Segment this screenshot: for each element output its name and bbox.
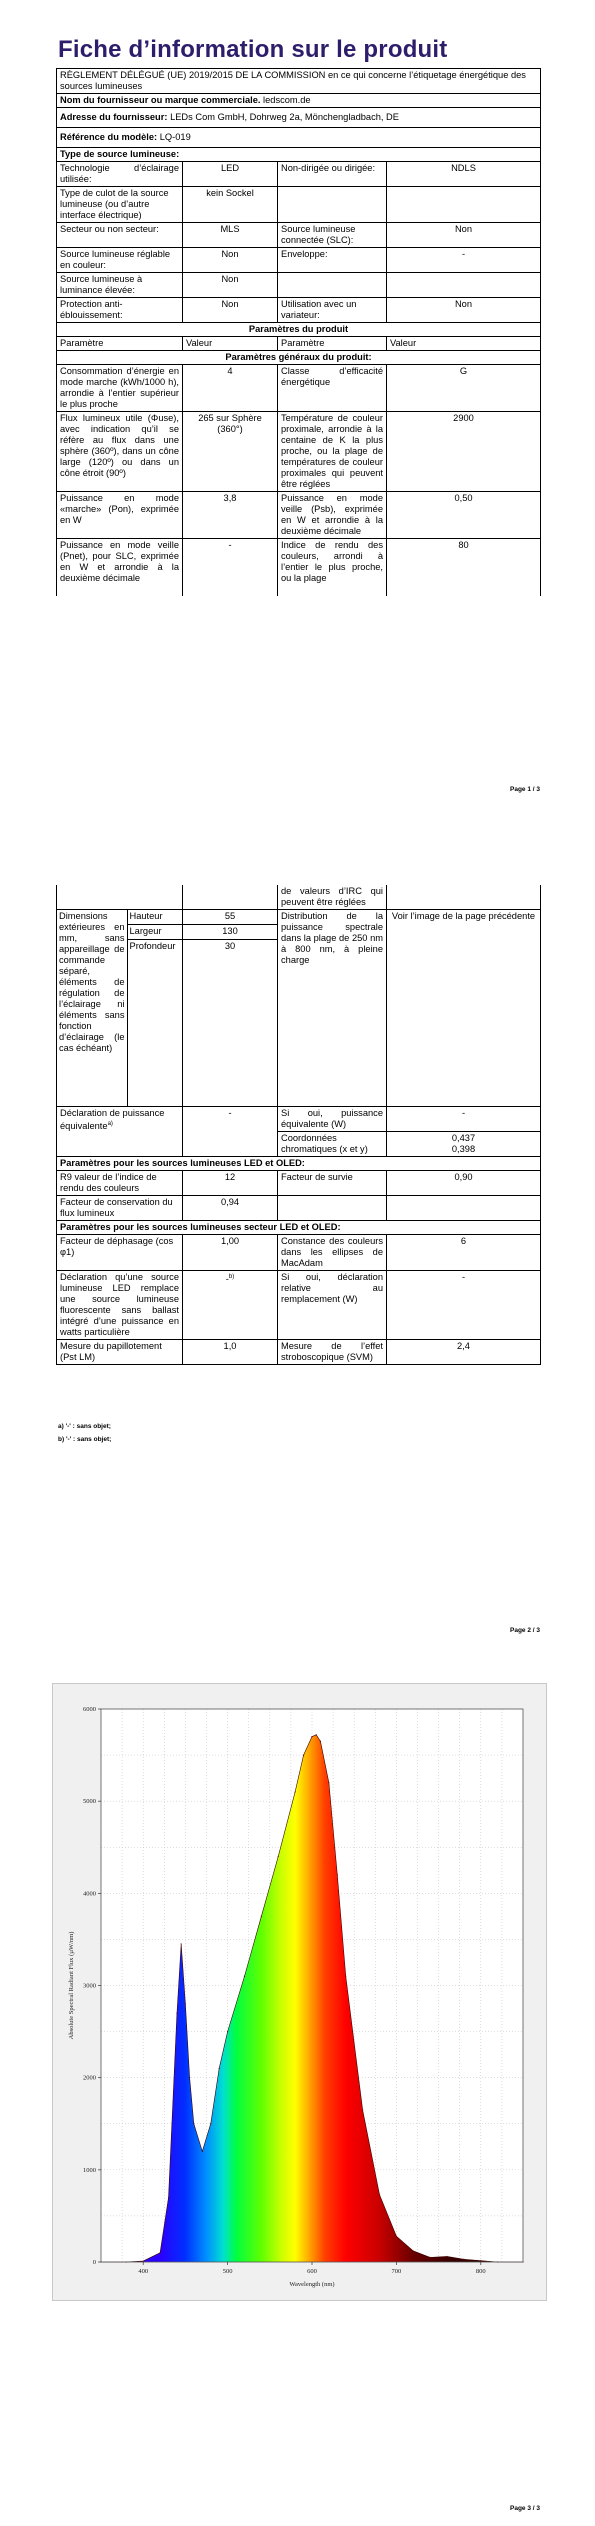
- param-label-2: [278, 1196, 387, 1221]
- chromaticity-label: Coordonnées chromatiques (x et y): [278, 1132, 387, 1157]
- param-value: 1,00: [183, 1235, 278, 1271]
- spectrum-point: [278, 1856, 279, 1857]
- x-tick-label: 700: [391, 2268, 402, 2275]
- model-value: LQ-019: [159, 132, 191, 142]
- param-value-2: 0,50: [387, 492, 541, 539]
- mains-param-row: [57, 1340, 541, 1365]
- x-tick-label: 600: [307, 2268, 317, 2275]
- param-label-2: Température de couleur proximale, arrondie à la centaine de K la plus proche, ou la plage de températures de couleur proximales qui peuvent être réglées: [278, 412, 387, 492]
- page-number-3: Page 3 / 3: [510, 2505, 540, 2512]
- spectrum-point: [261, 1916, 262, 1917]
- spectrum-point: [210, 2123, 211, 2124]
- dimensions-values-cell: [183, 910, 278, 1107]
- spectrum-point: [311, 1736, 312, 1737]
- spectrum-point: [202, 2151, 203, 2152]
- spectrum-point: [143, 2260, 144, 2261]
- type-row: [57, 248, 541, 273]
- spectrum-chart: [53, 1684, 546, 2300]
- type-label: Technologie d’éclairage utilisée:: [57, 162, 183, 187]
- spd-label: Distribution de la puissance spectrale dans la plage de 250 nm à 800 nm, à pleine charge: [278, 910, 387, 1107]
- footnote-b: b) '-' : sans objet;: [58, 1436, 112, 1443]
- spectrum-point: [316, 1734, 317, 1735]
- type-row: [57, 187, 541, 223]
- param-label-2: Mesure de l’effet stroboscopique (SVM): [278, 1340, 387, 1365]
- column-header-row: [57, 337, 541, 351]
- chromaticity-x: 0,437: [451, 1133, 476, 1143]
- equivalent-power-value: -: [183, 1107, 278, 1157]
- param-label: Puissance en mode «marche» (Pon), exprimée en W: [57, 492, 183, 539]
- spectrum-point: [430, 2257, 431, 2258]
- param-label-2: Classe d’efficacité énergétique: [278, 365, 387, 412]
- param-label: Facteur de conservation du flux lumineux: [57, 1196, 183, 1221]
- dimensions-row: [57, 910, 541, 1107]
- footnote-a: a) '-' : sans objet;: [58, 1423, 111, 1430]
- equivalent-power-cell: [57, 1107, 183, 1157]
- type-value-2: NDLS: [387, 162, 541, 187]
- spectrum-point: [159, 2252, 160, 2253]
- spectrum-point: [463, 2259, 464, 2260]
- param-value: 0,94: [183, 1196, 278, 1221]
- x-tick-label: 800: [475, 2268, 486, 2275]
- spectrum-point: [446, 2256, 447, 2257]
- type-label: Secteur ou non secteur:: [57, 223, 183, 248]
- page-1: [0, 0, 595, 800]
- supplier-value: ledscom.de: [263, 95, 311, 105]
- param-label-2: Facteur de survie: [278, 1171, 387, 1196]
- spectrum-point: [168, 2197, 169, 2198]
- type-row: [57, 298, 541, 323]
- param-value-2: 2900: [387, 412, 541, 492]
- type-header: Type de source lumineuse:: [57, 148, 541, 162]
- param-row: [57, 365, 541, 412]
- param-label: Flux lumineux utile (Φuse), avec indication qu’il se réfère au flux dans une sphère (360º), dans un cône large (120º) ou dans un cône étroit (90º): [57, 412, 183, 492]
- type-label-2: Utilisation avec un variateur:: [278, 298, 387, 323]
- param-label: R9 valeur de l’indice de rendu des couleurs: [57, 1171, 183, 1196]
- param-value: -: [225, 1274, 229, 1285]
- param-row: [57, 492, 541, 539]
- column-header-value-2: Valeur: [387, 337, 541, 351]
- type-label: Protection anti-éblouissement:: [57, 298, 183, 323]
- equivalent-power-row: [57, 1107, 541, 1132]
- dimension-name: Hauteur: [127, 910, 182, 925]
- type-label: Source lumineuse à luminance élevée:: [57, 273, 183, 298]
- equivalent-power-value-2: -: [387, 1107, 541, 1132]
- mains-params-header: Paramètres pour les sources lumineuses secteur LED et OLED:: [57, 1221, 541, 1235]
- spd-value: Voir l’image de la page précédente: [387, 910, 541, 1107]
- x-tick-label: 400: [138, 2268, 149, 2275]
- model-label: Référence du modèle:: [60, 132, 158, 142]
- y-tick-label: 5000: [83, 1798, 96, 1806]
- type-label: Type de culot de la source lumineuse (ou d’autre interface électrique): [57, 187, 183, 223]
- type-label-2: [278, 273, 387, 298]
- y-tick-label: 0: [92, 2259, 96, 2266]
- spectrum-point: [244, 1976, 245, 1977]
- type-row: [57, 162, 541, 187]
- spectrum-point: [227, 2031, 228, 2032]
- spectrum-chart-frame: [52, 1683, 547, 2301]
- spectrum-point: [328, 1782, 329, 1783]
- param-value: 265 sur Sphère (360°): [183, 412, 278, 492]
- type-value: Non: [183, 273, 278, 298]
- y-tick-label: 6000: [83, 1706, 96, 1713]
- type-row: [57, 273, 541, 298]
- param-value: -: [183, 539, 278, 597]
- type-value-2: [387, 187, 541, 223]
- spectrum-point: [295, 1791, 296, 1792]
- param-value-2: 0,90: [387, 1171, 541, 1196]
- y-axis-label: Absolute Spectral Radiant Flux (µW/nm): [68, 1931, 75, 2040]
- type-value-2: Non: [387, 223, 541, 248]
- model-row: [57, 128, 541, 148]
- equivalent-power-label-2: Si oui, puissance équivalente (W): [278, 1107, 387, 1132]
- document-title: Fiche d’information sur le produit: [58, 36, 448, 63]
- column-header-value: Valeur: [183, 337, 278, 351]
- param-value: 1,0: [183, 1340, 278, 1365]
- spectrum-point: [337, 1874, 338, 1875]
- spectrum-point: [189, 2077, 190, 2078]
- dimension-name: Profondeur: [129, 941, 176, 951]
- spectrum-point: [345, 1976, 346, 1977]
- type-value: MLS: [183, 223, 278, 248]
- type-label-2: [278, 187, 387, 223]
- param-row: [57, 539, 541, 597]
- column-header-param-2: Paramètre: [278, 337, 387, 351]
- type-value: kein Sockel: [183, 187, 278, 223]
- param-value-2: [387, 1196, 541, 1221]
- y-tick-label: 3000: [83, 1982, 96, 1990]
- dimension-value: 30: [224, 941, 236, 951]
- mains-param-row: [57, 1235, 541, 1271]
- led-param-row: [57, 1196, 541, 1221]
- param-label: Consommation d’énergie en mode marche (kWh/1000 h), arrondie à l’entier supérieur le plus proche: [57, 365, 183, 412]
- param-value-2: -: [387, 1271, 541, 1340]
- product-sheet-table-page-2: [56, 885, 541, 1365]
- mains-param-row: [57, 1271, 541, 1340]
- param-value-2: G: [387, 365, 541, 412]
- type-value: LED: [183, 162, 278, 187]
- address-row: [57, 108, 541, 128]
- dimensions-cell: [57, 910, 183, 1107]
- product-sheet-table-page-1: [56, 68, 541, 596]
- spectrum-point: [413, 2250, 414, 2251]
- page-number-1: Page 1 / 3: [510, 786, 540, 793]
- general-params-header: Paramètres généraux du produit:: [57, 351, 541, 365]
- x-axis-label: Wavelength (nm): [289, 2281, 335, 2288]
- y-tick-label: 2000: [83, 2074, 96, 2082]
- param-label: Facteur de déphasage (cos φ1): [57, 1235, 183, 1271]
- type-value-2: [387, 273, 541, 298]
- address-label: Adresse du fournisseur:: [60, 112, 168, 122]
- param-row: [57, 412, 541, 492]
- dimension-value: 55: [183, 910, 277, 925]
- param-label: Déclaration qu’une source lumineuse LED remplace une source lumineuse fluorescente sans ballast intégré d’une puissance en watts particulière: [57, 1271, 183, 1340]
- param-value-2: 6: [387, 1235, 541, 1271]
- spectrum-point: [193, 2123, 194, 2124]
- param-label: Mesure du papillotement (Pst LM): [57, 1340, 183, 1365]
- spectrum-point: [362, 2109, 363, 2110]
- footnote-mark-b: b): [228, 1274, 235, 1280]
- spectrum-point: [480, 2260, 481, 2261]
- dimension-name: Largeur: [127, 925, 182, 940]
- param-label-2: Puissance en mode veille (Psb), exprimée en W et arrondie à la deuxième décimale: [278, 492, 387, 539]
- dimensions-label: Dimensions extérieures en mm, sans appareillage de commande séparé, éléments de régulation de l’éclairage ni éléments sans fonction d’éclairage (le cas échéant): [57, 910, 127, 1106]
- param-value: 4: [183, 365, 278, 412]
- type-value-2: -: [387, 248, 541, 273]
- x-tick-label: 500: [222, 2268, 233, 2275]
- type-label-2: Source lumineuse connectée (SLC):: [278, 223, 387, 248]
- led-params-header: Paramètres pour les sources lumineuses LED et OLED:: [57, 1157, 541, 1171]
- type-value: Non: [183, 298, 278, 323]
- page-2: [0, 840, 595, 1640]
- page-number-2: Page 2 / 3: [510, 1627, 540, 1634]
- dimension-value: 130: [183, 925, 277, 940]
- address-value: LEDs Com GmbH, Dohrweg 2a, Mönchengladbach, DE: [170, 112, 399, 122]
- param-value-2: 80: [387, 539, 541, 597]
- spectrum-point: [320, 1741, 321, 1742]
- type-row: [57, 223, 541, 248]
- continuation-row: [57, 885, 541, 910]
- spectrum-point: [379, 2194, 380, 2195]
- y-tick-label: 4000: [83, 1890, 96, 1898]
- y-tick-label: 1000: [83, 2166, 96, 2174]
- supplier-label: Nom du fournisseur ou marque commerciale.: [60, 95, 261, 105]
- type-label-2: Enveloppe:: [278, 248, 387, 273]
- spectrum-point: [303, 1754, 304, 1755]
- param-label-2: Constance des couleurs dans les ellipses de MacAdam: [278, 1235, 387, 1271]
- param-value-2: 2,4: [387, 1340, 541, 1365]
- param-label-2: Indice de rendu des couleurs, arrondi à l’entier le plus proche, ou la plage: [278, 539, 387, 597]
- param-value-cell: [183, 1271, 278, 1340]
- cri-continuation: de valeurs d’IRC qui peuvent être réglées: [278, 885, 387, 910]
- type-value: Non: [183, 248, 278, 273]
- led-param-row: [57, 1171, 541, 1196]
- footnote-mark-a: a): [107, 1121, 113, 1127]
- spectrum-point: [176, 2013, 177, 2014]
- type-label: Source lumineuse réglable en couleur:: [57, 248, 183, 273]
- spectrum-point: [181, 1943, 182, 1944]
- chromaticity-values: [387, 1132, 541, 1157]
- type-value-2: Non: [387, 298, 541, 323]
- spectrum-point: [185, 2003, 186, 2004]
- column-header-param: Paramètre: [57, 337, 183, 351]
- param-label-2: Si oui, déclaration relative au remplacement (W): [278, 1271, 387, 1340]
- type-label-2: Non-dirigée ou dirigée:: [278, 162, 387, 187]
- params-header: Paramètres du produit: [57, 323, 541, 337]
- regulation-text: RÈGLEMENT DÉLÉGUÉ (UE) 2019/2015 DE LA COMMISSION en ce qui concerne l’étiquetage énergétique des sources lumineuses: [57, 69, 541, 94]
- param-label: Puissance en mode veille (Pnet), pour SLC, exprimée en W et arrondie à la deuxième décimale: [57, 539, 183, 597]
- equivalent-power-label: Déclaration de puissance équivalente: [60, 1108, 165, 1132]
- param-value: 3,8: [183, 492, 278, 539]
- spectrum-point: [396, 2236, 397, 2237]
- param-value: 12: [183, 1171, 278, 1196]
- spectrum-point: [219, 2068, 220, 2069]
- chromaticity-y: 0,398: [451, 1144, 476, 1154]
- supplier-row: [57, 94, 541, 108]
